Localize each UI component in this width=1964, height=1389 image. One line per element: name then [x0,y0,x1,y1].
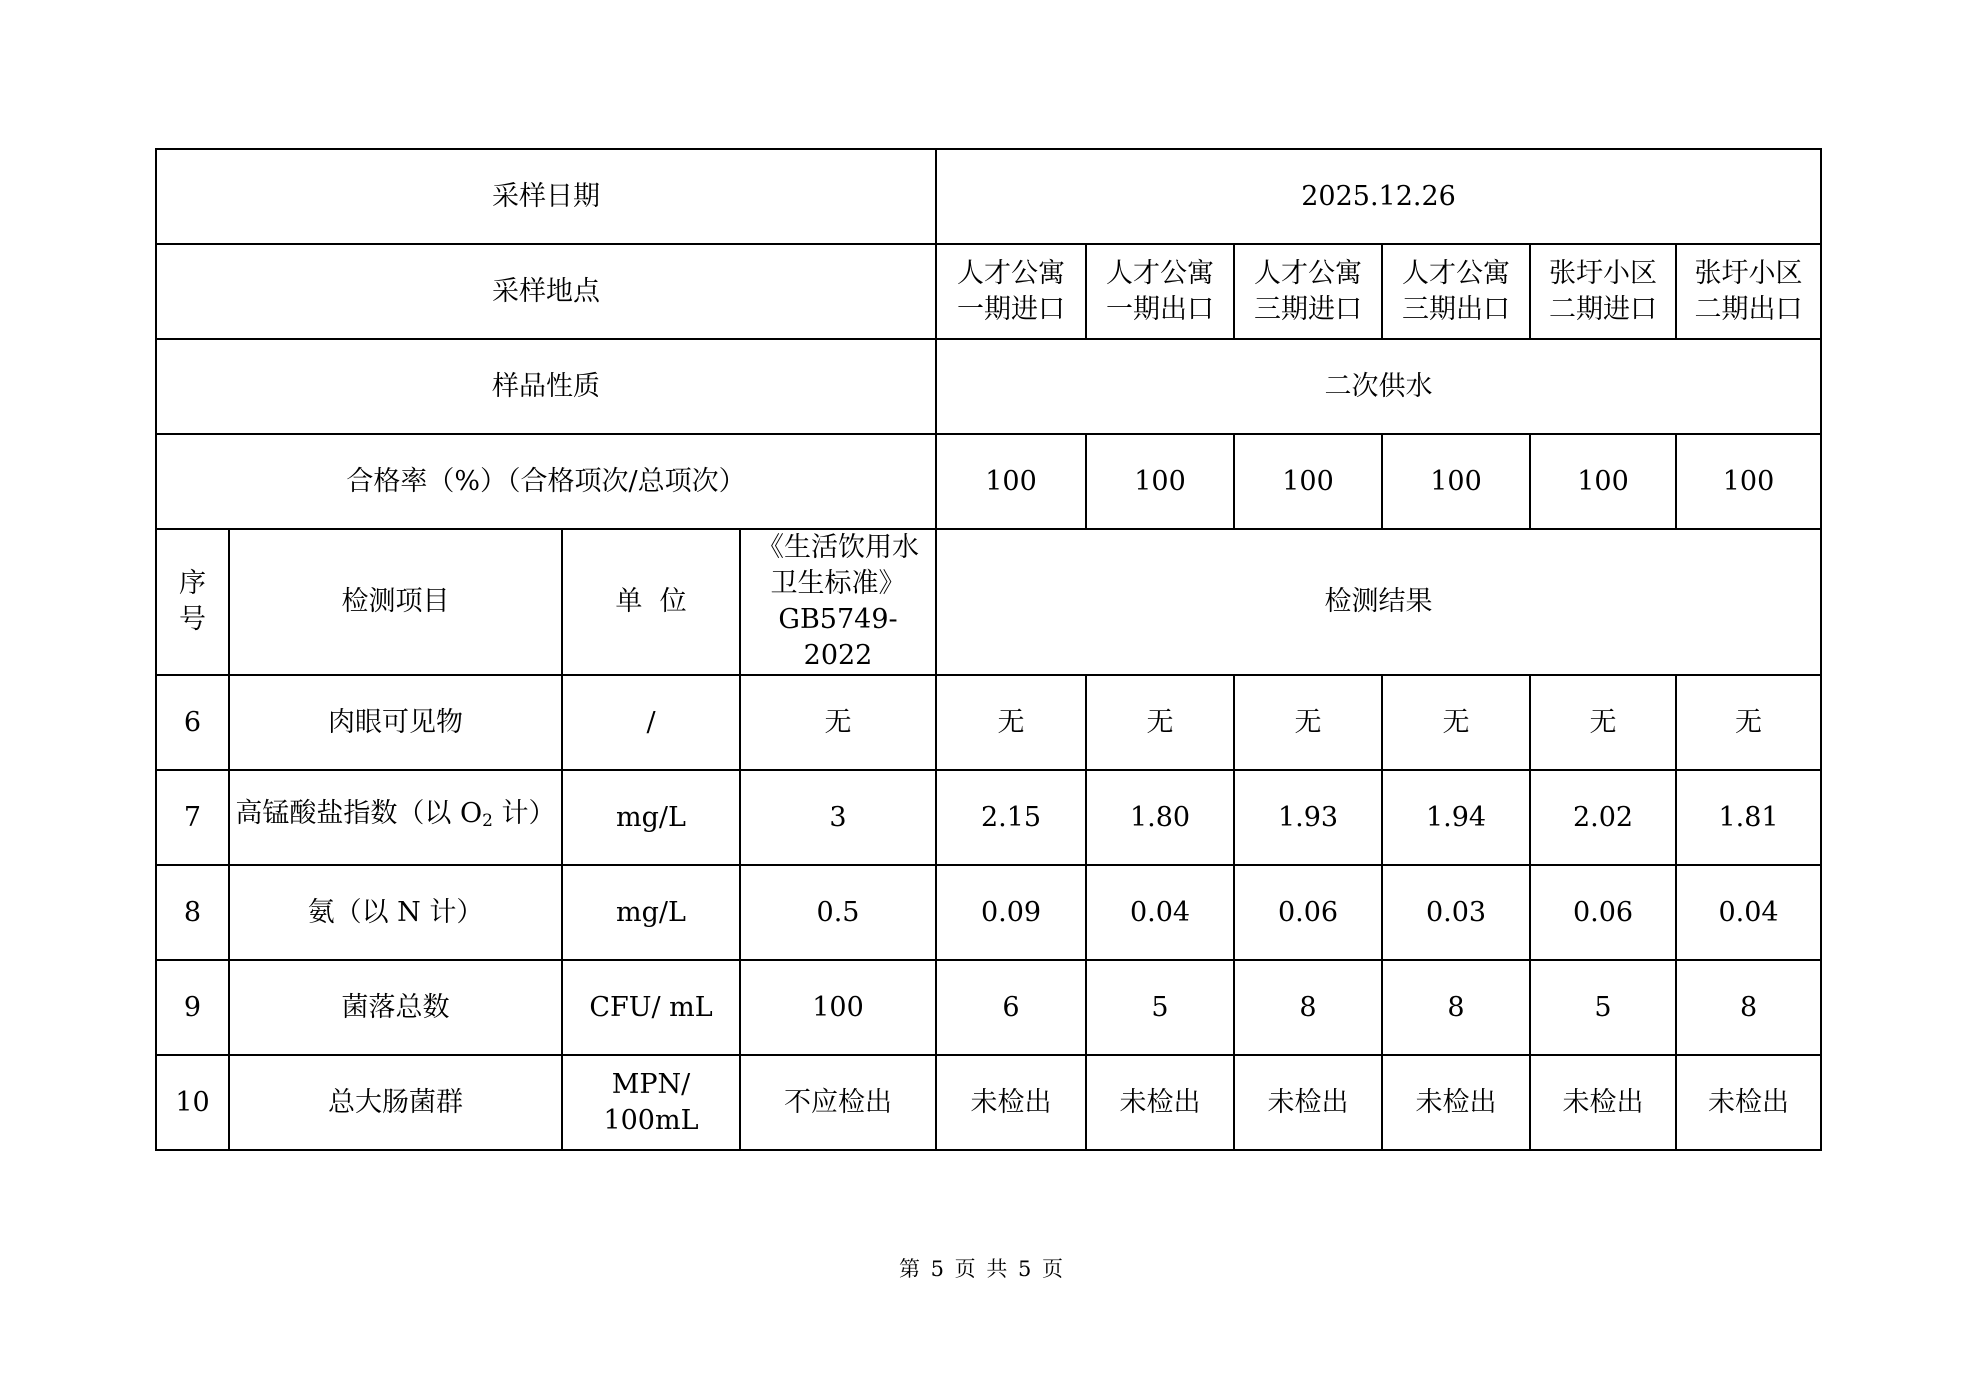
row-result: 0.06 [1234,865,1382,960]
pass-rate-cell: 100 [1086,434,1234,529]
row-unit: MPN/ 100mL [562,1055,740,1150]
row-standard: 0.5 [740,865,936,960]
row-item [229,770,562,865]
row-result: 8 [1676,960,1821,1055]
sampling-location-cell: 人才公寓 一期进口 [936,244,1086,339]
row-unit: CFU/ mL [562,960,740,1055]
sampling-location-label: 采样地点 [156,244,936,339]
row-result: 0.09 [936,865,1086,960]
sample-nature-row [156,339,1821,434]
row-result: 0.06 [1530,865,1676,960]
row-result: 5 [1086,960,1234,1055]
row-result: 1.93 [1234,770,1382,865]
row-item: 氨（以 N 计） [229,865,562,960]
row-seq: 10 [156,1055,229,1150]
row-result: 1.81 [1676,770,1821,865]
page-number-footer: 第 5 页 共 5 页 [898,1257,1066,1281]
row-result: 无 [1382,675,1530,770]
sampling-date-label: 采样日期 [156,149,936,244]
row-result: 2.02 [1530,770,1676,865]
row-result: 未检出 [1382,1055,1530,1150]
row-seq: 7 [156,770,229,865]
row-unit: mg/L [562,865,740,960]
column-header-row [156,529,1821,675]
sampling-location-cell: 人才公寓 三期进口 [1234,244,1382,339]
sampling-date-row [156,149,1821,244]
table-row [156,1055,1821,1150]
header-unit: 单 位 [562,529,740,675]
row-result: 0.04 [1676,865,1821,960]
row-result: 6 [936,960,1086,1055]
row-standard: 不应检出 [740,1055,936,1150]
sample-nature-value: 二次供水 [936,339,1821,434]
row-result: 2.15 [936,770,1086,865]
sampling-location-cell: 张圩小区 二期出口 [1676,244,1821,339]
row-result: 无 [1530,675,1676,770]
row-standard: 100 [740,960,936,1055]
water-quality-report-table [155,148,1822,1151]
header-results: 检测结果 [936,529,1821,675]
row-item-subscript: 2 [482,811,493,831]
row-seq: 8 [156,865,229,960]
row-result: 0.04 [1086,865,1234,960]
row-seq: 6 [156,675,229,770]
row-result: 无 [1086,675,1234,770]
table-row [156,770,1821,865]
header-item: 检测项目 [229,529,562,675]
row-result: 1.94 [1382,770,1530,865]
sampling-date-value: 2025.12.26 [936,149,1821,244]
pass-rate-cell: 100 [1234,434,1382,529]
header-seq: 序 号 [156,529,229,675]
row-result: 0.03 [1382,865,1530,960]
pass-rate-cell: 100 [1676,434,1821,529]
table-row [156,675,1821,770]
row-standard: 无 [740,675,936,770]
row-result: 1.80 [1086,770,1234,865]
row-item-prefix: 高锰酸盐指数（以 O [235,798,483,829]
sampling-location-cell: 人才公寓 三期出口 [1382,244,1530,339]
row-unit: / [562,675,740,770]
pass-rate-row [156,434,1821,529]
row-result: 未检出 [1234,1055,1382,1150]
row-result: 未检出 [1086,1055,1234,1150]
sampling-location-cell: 张圩小区 二期进口 [1530,244,1676,339]
row-standard: 3 [740,770,936,865]
row-result: 未检出 [1676,1055,1821,1150]
row-result: 8 [1234,960,1382,1055]
row-result: 5 [1530,960,1676,1055]
row-result: 无 [936,675,1086,770]
row-result: 未检出 [1530,1055,1676,1150]
row-result: 未检出 [936,1055,1086,1150]
pass-rate-cell: 100 [936,434,1086,529]
header-standard: 《生活饮用水 卫生标准》 GB5749-2022 [740,529,936,675]
pass-rate-cell: 100 [1382,434,1530,529]
row-unit: mg/L [562,770,740,865]
table-row [156,865,1821,960]
row-result: 8 [1382,960,1530,1055]
row-seq: 9 [156,960,229,1055]
sampling-location-row [156,244,1821,339]
row-item: 总大肠菌群 [229,1055,562,1150]
sample-nature-label: 样品性质 [156,339,936,434]
pass-rate-label: 合格率（%）（合格项次/总项次） [156,434,936,529]
pass-rate-cell: 100 [1530,434,1676,529]
row-item-suffix: 计） [492,798,556,829]
table-row [156,960,1821,1055]
row-result: 无 [1234,675,1382,770]
row-result: 无 [1676,675,1821,770]
row-item: 菌落总数 [229,960,562,1055]
sampling-location-cell: 人才公寓 一期出口 [1086,244,1234,339]
row-item: 肉眼可见物 [229,675,562,770]
